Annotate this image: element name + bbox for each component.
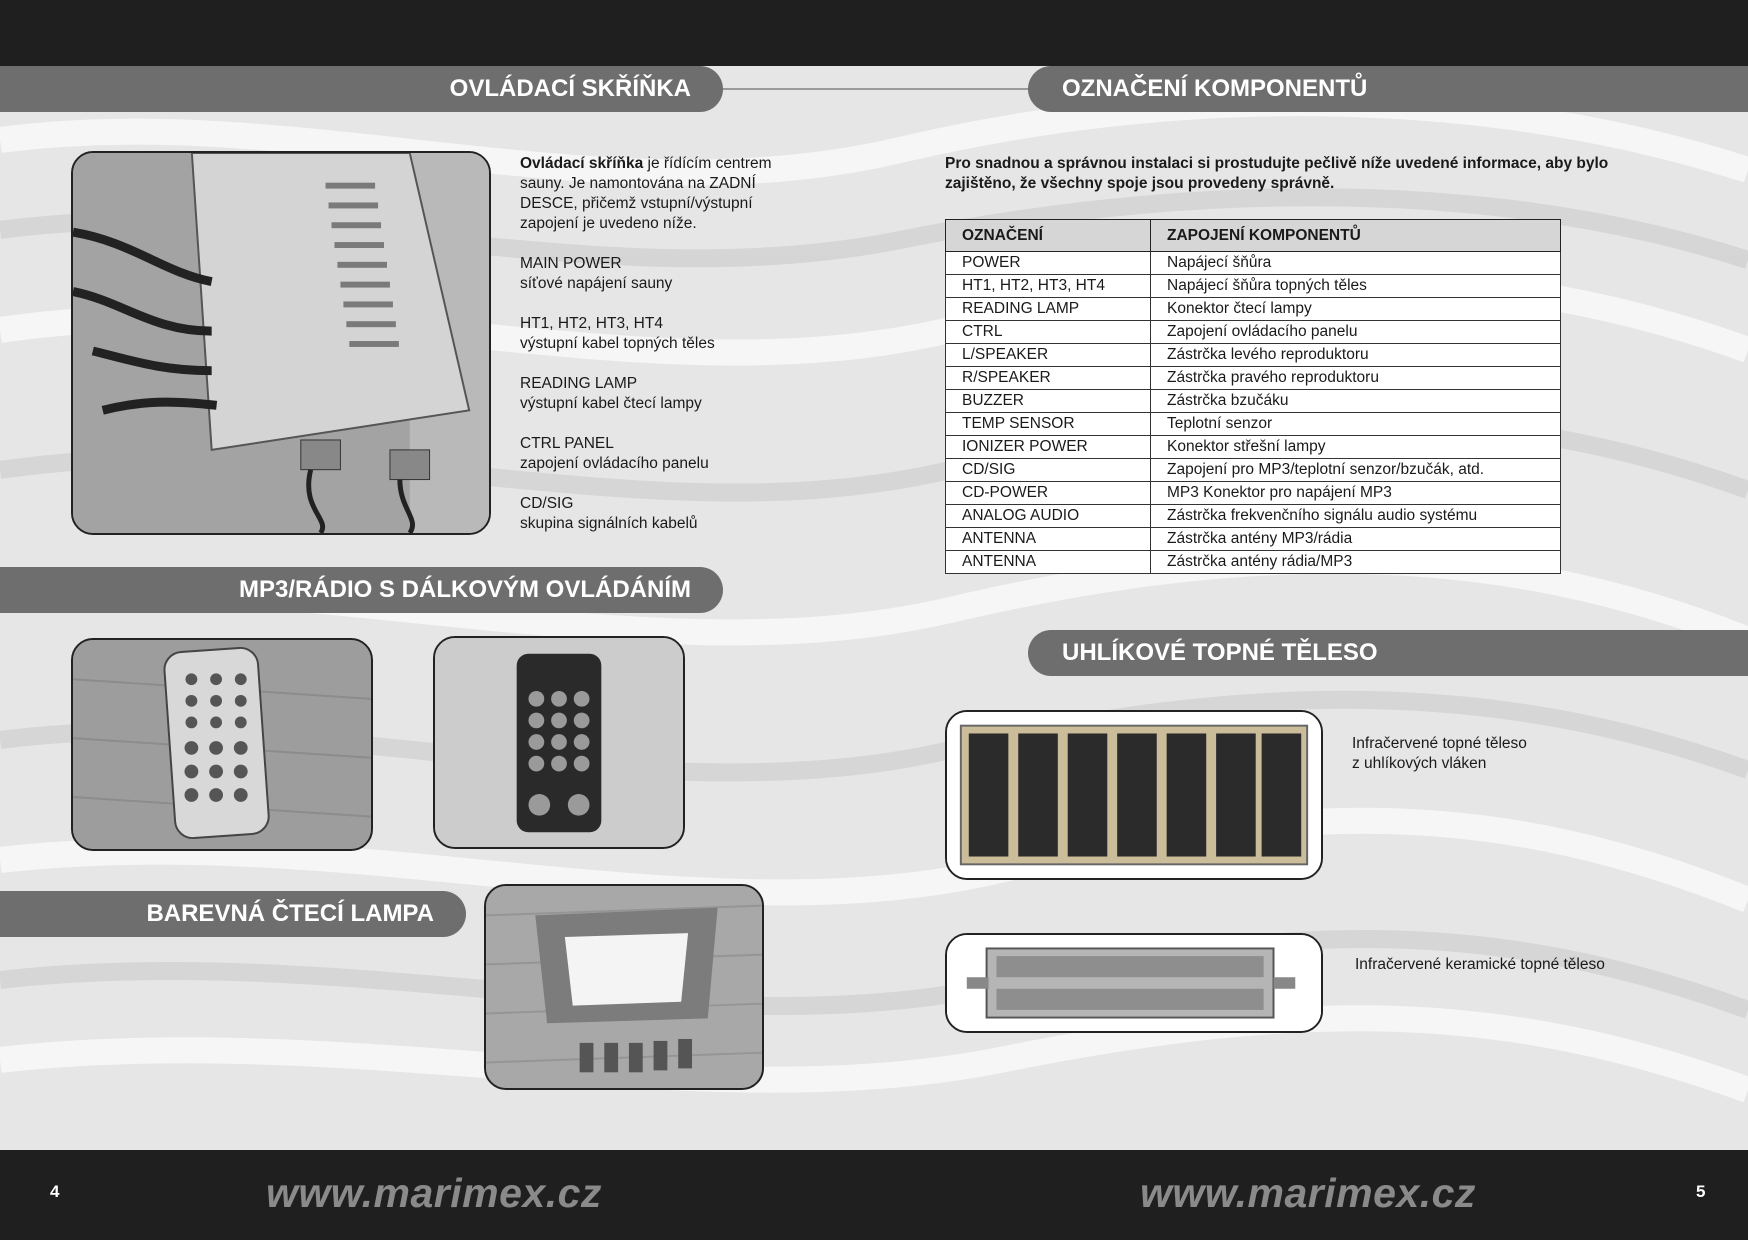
table-row: [946, 436, 1561, 459]
table-cell: Teplotní senzor: [1151, 413, 1561, 436]
column-header: OZNAČENÍ: [946, 220, 1151, 252]
table-row: [946, 252, 1561, 275]
table-cell: ANTENNA: [946, 528, 1151, 551]
table-row: [946, 298, 1561, 321]
control-box-description: [520, 154, 810, 554]
top-bar: [0, 0, 1748, 66]
components-header: OZNAČENÍ KOMPONENTŮ: [1028, 66, 1748, 112]
remote-photo-1: [71, 638, 373, 851]
column-header: ZAPOJENÍ KOMPONENTŮ: [1151, 220, 1561, 252]
port-label: MAIN POWER: [520, 255, 622, 272]
port-label: HT1, HT2, HT3, HT4: [520, 315, 663, 332]
mp3-radio-header: MP3/RÁDIO S DÁLKOVÝM OVLÁDÁNÍM: [0, 567, 723, 613]
table-cell: Zapojení ovládacího panelu: [1151, 321, 1561, 344]
table-cell: Napájecí šňůra topných těles: [1151, 275, 1561, 298]
page-number-right: 5: [1696, 1182, 1706, 1201]
table-cell: IONIZER POWER: [946, 436, 1151, 459]
carbon-heater-header: UHLÍKOVÉ TOPNÉ TĚLESO: [1028, 630, 1748, 676]
port-desc: výstupní kabel čtecí lampy: [520, 395, 702, 412]
table-cell: R/SPEAKER: [946, 367, 1151, 390]
table-row: [946, 551, 1561, 574]
reading-lamp-photo: [484, 884, 764, 1090]
port-desc: skupina signálních kabelů: [520, 515, 698, 532]
table-row: [946, 528, 1561, 551]
control-box-header: OVLÁDACÍ SKŘÍŇKA: [0, 66, 723, 112]
reading-lamp-header: BAREVNÁ ČTECÍ LAMPA: [0, 891, 466, 937]
table-cell: Zástrčka pravého reproduktoru: [1151, 367, 1561, 390]
table-cell: HT1, HT2, HT3, HT4: [946, 275, 1151, 298]
control-box-intro-text: je řídícím centrem sauny. Je namontována na ZADNÍ DESCE, přičemž vstupní/výstupní zapojení je uvedeno níže.: [520, 155, 772, 232]
table-cell: Zástrčka levého reproduktoru: [1151, 344, 1561, 367]
table-cell: Zástrčka frekvenčního signálu audio systému: [1151, 505, 1561, 528]
website-link-left[interactable]: www.marimex.cz: [266, 1170, 602, 1216]
table-cell: TEMP SENSOR: [946, 413, 1151, 436]
table-cell: CD/SIG: [946, 459, 1151, 482]
table-cell: Napájecí šňůra: [1151, 252, 1561, 275]
port-label: CTRL PANEL: [520, 435, 614, 452]
table-cell: Zapojení pro MP3/teplotní senzor/bzučák, atd.: [1151, 459, 1561, 482]
table-cell: POWER: [946, 252, 1151, 275]
port-desc: zapojení ovládacího panelu: [520, 455, 709, 472]
table-row: [946, 482, 1561, 505]
table-row: [946, 367, 1561, 390]
table-row: [946, 344, 1561, 367]
header-rule: [700, 88, 1040, 90]
port-label: CD/SIG: [520, 495, 574, 512]
table-cell: L/SPEAKER: [946, 344, 1151, 367]
carbon-heater-caption: [1352, 734, 1652, 774]
ceramic-heater-photo: [945, 933, 1323, 1033]
table-cell: Zástrčka antény rádia/MP3: [1151, 551, 1561, 574]
footer-bar: [0, 1150, 1748, 1240]
carbon-heater-photo: [945, 710, 1323, 880]
control-box-photo: [71, 151, 491, 535]
carbon-heater-caption-line1: Infračervené topné těleso: [1352, 735, 1527, 752]
table-cell: CD-POWER: [946, 482, 1151, 505]
table-cell: Konektor střešní lampy: [1151, 436, 1561, 459]
table-cell: Zástrčka bzučáku: [1151, 390, 1561, 413]
table-cell: Konektor čtecí lampy: [1151, 298, 1561, 321]
table-cell: ANALOG AUDIO: [946, 505, 1151, 528]
table-row: [946, 459, 1561, 482]
table-row: [946, 390, 1561, 413]
control-box-intro-bold: Ovládací skříňka: [520, 155, 644, 172]
table-cell: MP3 Konektor pro napájení MP3: [1151, 482, 1561, 505]
components-intro: Pro snadnou a správnou instalaci si prostudujte pečlivě níže uvedené informace, aby bylo zajištěno, že všechny spoje jsou provedeny správně.: [945, 155, 1609, 192]
table-cell: CTRL: [946, 321, 1151, 344]
table-cell: ANTENNA: [946, 551, 1151, 574]
table-row: [946, 505, 1561, 528]
components-table: [945, 219, 1561, 574]
page-number-left: 4: [50, 1182, 60, 1201]
table-cell: READING LAMP: [946, 298, 1151, 321]
website-link-right[interactable]: www.marimex.cz: [1140, 1170, 1476, 1216]
port-desc: síťové napájení sauny: [520, 275, 673, 292]
table-header-row: [946, 220, 1561, 252]
table-cell: Zástrčka antény MP3/rádia: [1151, 528, 1561, 551]
port-desc: výstupní kabel topných těles: [520, 335, 715, 352]
table-cell: BUZZER: [946, 390, 1151, 413]
table-row: [946, 275, 1561, 298]
table-row: [946, 413, 1561, 436]
ceramic-heater-caption: Infračervené keramické topné těleso: [1355, 956, 1605, 973]
carbon-heater-caption-line2: z uhlíkových vláken: [1352, 755, 1487, 772]
port-label: READING LAMP: [520, 375, 638, 392]
table-row: [946, 321, 1561, 344]
remote-photo-2: [433, 636, 685, 849]
